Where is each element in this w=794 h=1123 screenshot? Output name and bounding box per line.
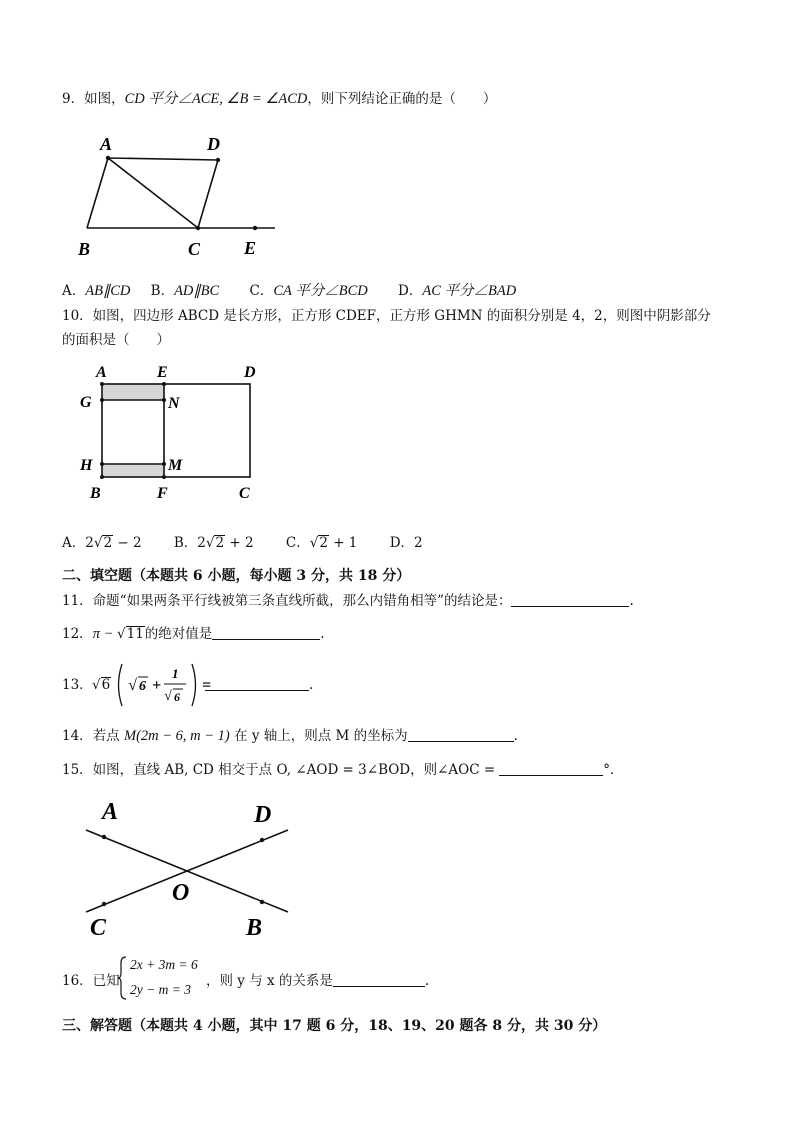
q9-label-b: B [78,239,91,259]
q9-label-a: A [100,134,113,154]
q10-label-g: G [80,394,92,411]
q10-label-f: F [157,485,168,502]
q10-label-d: D [244,364,256,381]
svg-text:6: 6 [174,690,180,704]
q10-point-m [162,462,166,466]
q10-label-c: C [239,485,250,502]
q15-point-d [260,838,264,842]
q10-label-e: E [157,364,168,381]
q16-tail: ，则 y 与 x 的关系是 . [206,973,430,989]
q10-point-f [162,475,166,479]
q15-figure [76,792,306,947]
svg-text:√: √ [128,677,137,694]
q9-option-d: D．AC 平分∠BAD [398,283,517,299]
q9-label-c: C [188,239,201,259]
q9-point-d [216,158,220,162]
q9-line-ad [108,158,218,160]
q9-point-c [196,226,200,230]
q9-suffix: ，则下列结论正确的是（ ） [307,91,497,107]
q10-point-g [100,398,104,402]
q10-option-d: D．2 [389,535,423,551]
q9-point-e [253,226,257,230]
q15-label-d: D [254,802,272,828]
q15-label-o: O [172,880,190,906]
q10-point-e [162,382,166,386]
q10-label-m: M [168,457,183,474]
q9-label-d: D [207,134,220,154]
q11-text: 11．命题“如果两条平行线被第三条直线所截，那么内错角相等”的结论是： [62,593,512,609]
q13-number: 13． [62,677,93,693]
q10-shade-bottom [102,464,164,477]
q12: 12．π − √11的绝对值是 . [62,626,325,642]
q9-condition: CD 平分∠ACE, ∠B = ∠ACD [124,91,308,107]
q15-point-a [102,835,106,839]
q13-expression [114,660,214,710]
section3-heading: 三、解答题（本题共 4 小题，其中 17 题 6 分，18、19、20 题各 8 分，共 30 分） [62,1018,607,1034]
svg-text:1: 1 [172,666,179,681]
q10-stem-line2: 的面积是（ ） [62,332,170,348]
svg-text:6: 6 [139,679,146,694]
q9-line-ab [87,158,108,228]
q10-label-h: H [80,457,93,474]
q9-label-e: E [244,238,257,258]
section2-heading: 二、填空题（本题共 6 小题，每小题 3 分，共 18 分） [62,568,411,584]
q10-stem-line1: 10．如图，四边形 ABCD 是长方形，正方形 CDEF，正方形 GHMN 的面积分别是 4，2，则图中阴影部分 [62,308,711,324]
q15-label-c: C [90,915,107,941]
q10-option-c: C．√2 + 1 [285,535,358,551]
q11-answer-blank[interactable] [511,593,629,607]
q10-options [62,534,423,552]
q9-line-dc [198,160,218,228]
q13-outer-root: √6 [92,677,111,693]
q11: 11．命题“如果两条平行线被第三条直线所截，那么内错角相等”的结论是： . [62,593,634,609]
q16-equation-2: 2y − m = 3 [130,982,191,997]
q10-label-a: A [96,364,107,381]
q9-number: 9． [62,91,85,107]
q14-answer-blank[interactable] [408,728,514,742]
q9-prefix: 如图， [84,91,125,107]
q13-answer-blank[interactable] [205,677,309,691]
q16-answer-blank[interactable] [333,973,425,987]
q16-brace [118,955,128,1001]
q15-label-b: B [246,915,263,941]
q9-option-a: A．AB∥CD [62,283,131,299]
svg-text:=: = [202,677,212,694]
q9-option-b: B．AD∥BC [150,283,220,299]
q9-point-a [106,156,110,160]
q15: 15．如图，直线 AB, CD 相交于点 O, ∠AOD = 3∠BOD，则∠AOC = °． [62,762,624,778]
q16-equation-1: 2x + 3m = 6 [130,957,198,972]
svg-text:+: + [152,677,162,694]
q9-options [62,282,516,300]
q9-line-ac [108,158,198,228]
q10-point-b [100,475,104,479]
q15-answer-blank[interactable] [499,762,603,776]
q15-point-b [260,900,264,904]
q9-stem [62,90,496,108]
q10-label-b: B [90,485,101,502]
q16-prefix: 16．已知 [62,973,120,989]
q15-label-a: A [102,799,119,825]
q10-shade-top [102,384,164,400]
q10-label-n: N [168,395,180,412]
q10-point-h [100,462,104,466]
q14: 14．若点 M(2m − 6, m − 1) 在 y 轴上，则点 M 的坐标为 . [62,728,518,744]
q10-point-n [162,398,166,402]
q10-option-a: A．2√2 − 2 [62,535,142,551]
q13-tail: . [205,676,313,694]
q9-figure [70,128,290,268]
q10-point-a [100,382,104,386]
q15-point-c [102,902,106,906]
q10-option-b: B．2√2 + 2 [173,535,254,551]
q9-option-c: C．CA 平分∠BCD [249,283,368,299]
q12-answer-blank[interactable] [212,626,320,640]
q10-figure [74,360,284,510]
svg-text:√: √ [164,689,172,704]
